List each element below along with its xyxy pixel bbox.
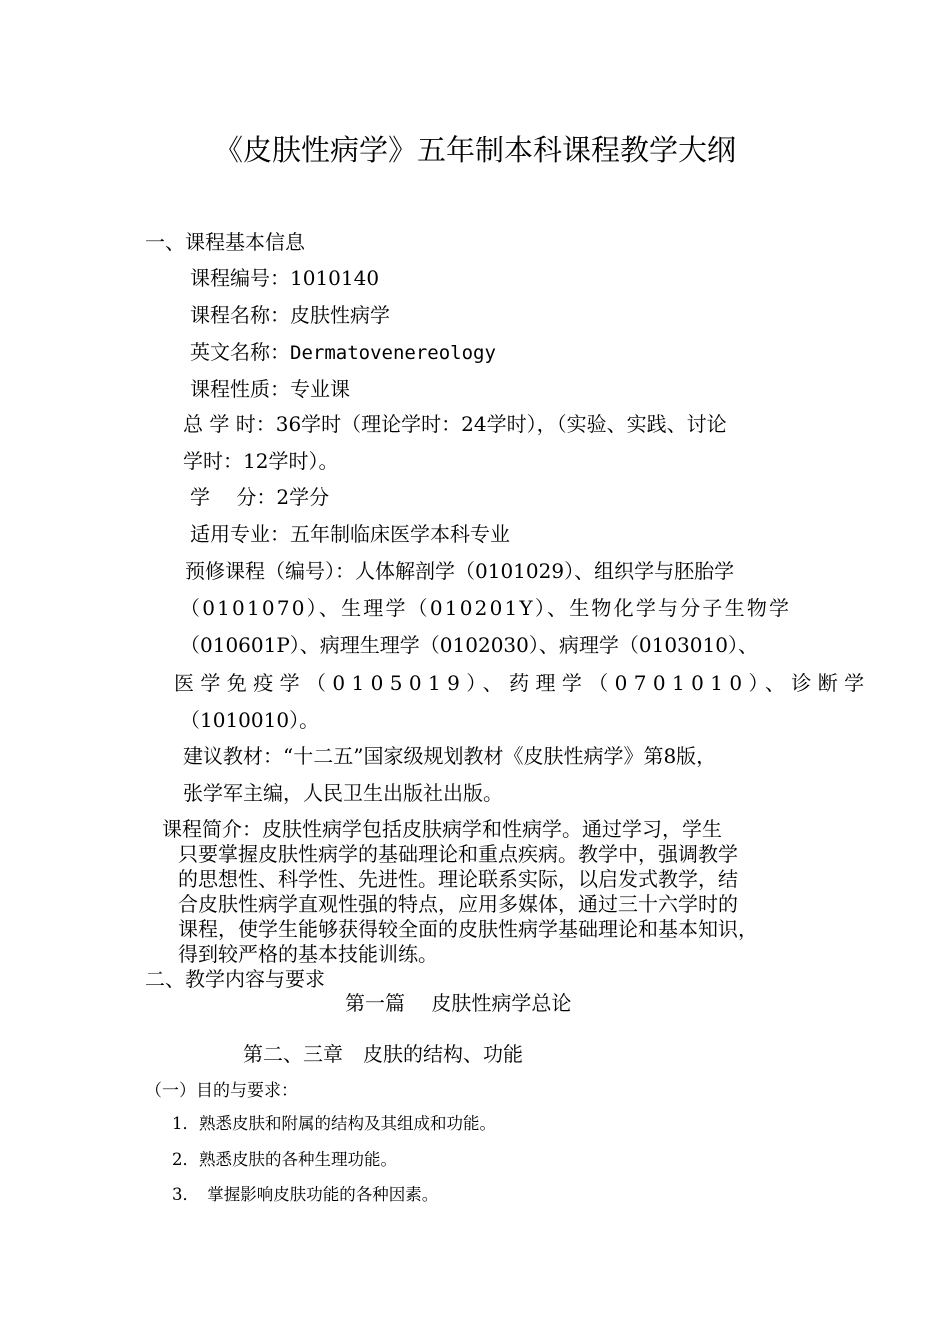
course-name-line [190,299,390,328]
prereq-line-1 [185,555,734,584]
english-name-line [190,336,496,365]
credits-value: 2学分 [276,485,330,509]
credits-line [190,481,329,510]
intro-line-5: 课程，使学生能够获得较全面的皮肤性病学基础理论和基本知识， [178,917,758,941]
major-label: 适用专业： [190,522,290,546]
prereq-line-4: 医学免疫学（0105019）、药理学（0701010）、诊断学 [174,671,871,695]
english-name-label: 英文名称： [190,340,290,364]
objectives-heading: （一）目的与要求： [145,1081,298,1101]
intro-line-6: 得到较严格的基本技能训练。 [178,942,438,966]
section-heading-content: 二、教学内容与要求 [145,967,325,991]
textbook-line-1 [183,740,716,769]
major-line [190,518,510,547]
intro-value-1: 皮肤性病学包括皮肤病学和性病学。通过学习，学生 [262,817,722,841]
intro-line-4: 合皮肤性病学直观性强的特点，应用多媒体，通过三十六学时的 [178,892,738,916]
objective-item: 3． 掌握影响皮肤功能的各种因素。 [172,1185,439,1204]
intro-line-2: 只要掌握皮肤性病学的基础理论和重点疾病。教学中，强调教学 [178,842,738,866]
course-name-value: 皮肤性病学 [290,303,390,327]
textbook-value-1: “十二五”国家级规划教材《皮肤性病学》第8版， [283,744,717,768]
course-nature-value: 专业课 [290,377,350,401]
course-name-label: 课程名称： [190,303,290,327]
course-nature-label: 课程性质： [190,377,290,401]
prereq-line-5: （1010010）。 [180,708,320,732]
prereq-line-2: （0101070）、生理学（010201Y）、生物化学与分子生物学 [180,596,792,620]
course-code-label: 课程编号： [190,266,290,290]
prereq-label: 预修课程（编号）： [185,559,355,583]
textbook-line-2: 张学军主编，人民卫生出版社出版。 [183,781,503,805]
course-code-line [190,262,379,291]
total-hours-line-1 [183,408,805,437]
course-nature-line [190,373,350,402]
chapter-title: 第二、三章 皮肤的结构、功能 [243,1042,523,1066]
objective-item: 1．熟悉皮肤和附属的结构及其组成和功能。 [172,1114,496,1133]
english-name-value: Dermatovenereology [290,342,496,364]
intro-label: 课程简介： [162,817,262,841]
textbook-label: 建议教材： [183,744,283,768]
total-hours-value-1: 36学时（理论学时：24学时），（实验、实践、讨论 [275,412,727,436]
major-value: 五年制临床医学本科专业 [290,522,510,546]
total-hours-line-2: 学时：12学时）。 [183,449,339,473]
total-hours-label: 总 学 时： [183,412,276,436]
part-title: 第一篇 皮肤性病学总论 [345,991,572,1015]
prereq-line-3: （010601P）、病理生理学（0102030）、病理学（0103010）、 [180,633,758,657]
document-title: 《皮肤性病学》五年制本科课程教学大纲 [213,133,736,167]
course-code-value: 1010140 [290,266,380,290]
objective-item: 2．熟悉皮肤的各种生理功能。 [172,1150,397,1169]
intro-line-3: 的思想性、科学性、先进性。理论联系实际，以启发式教学，结 [178,867,738,891]
section-heading-basic-info: 一、课程基本信息 [145,230,305,254]
prereq-value-1: 人体解剖学（0101029）、组织学与胚胎学 [355,559,735,583]
credits-label: 学 分： [190,485,277,509]
